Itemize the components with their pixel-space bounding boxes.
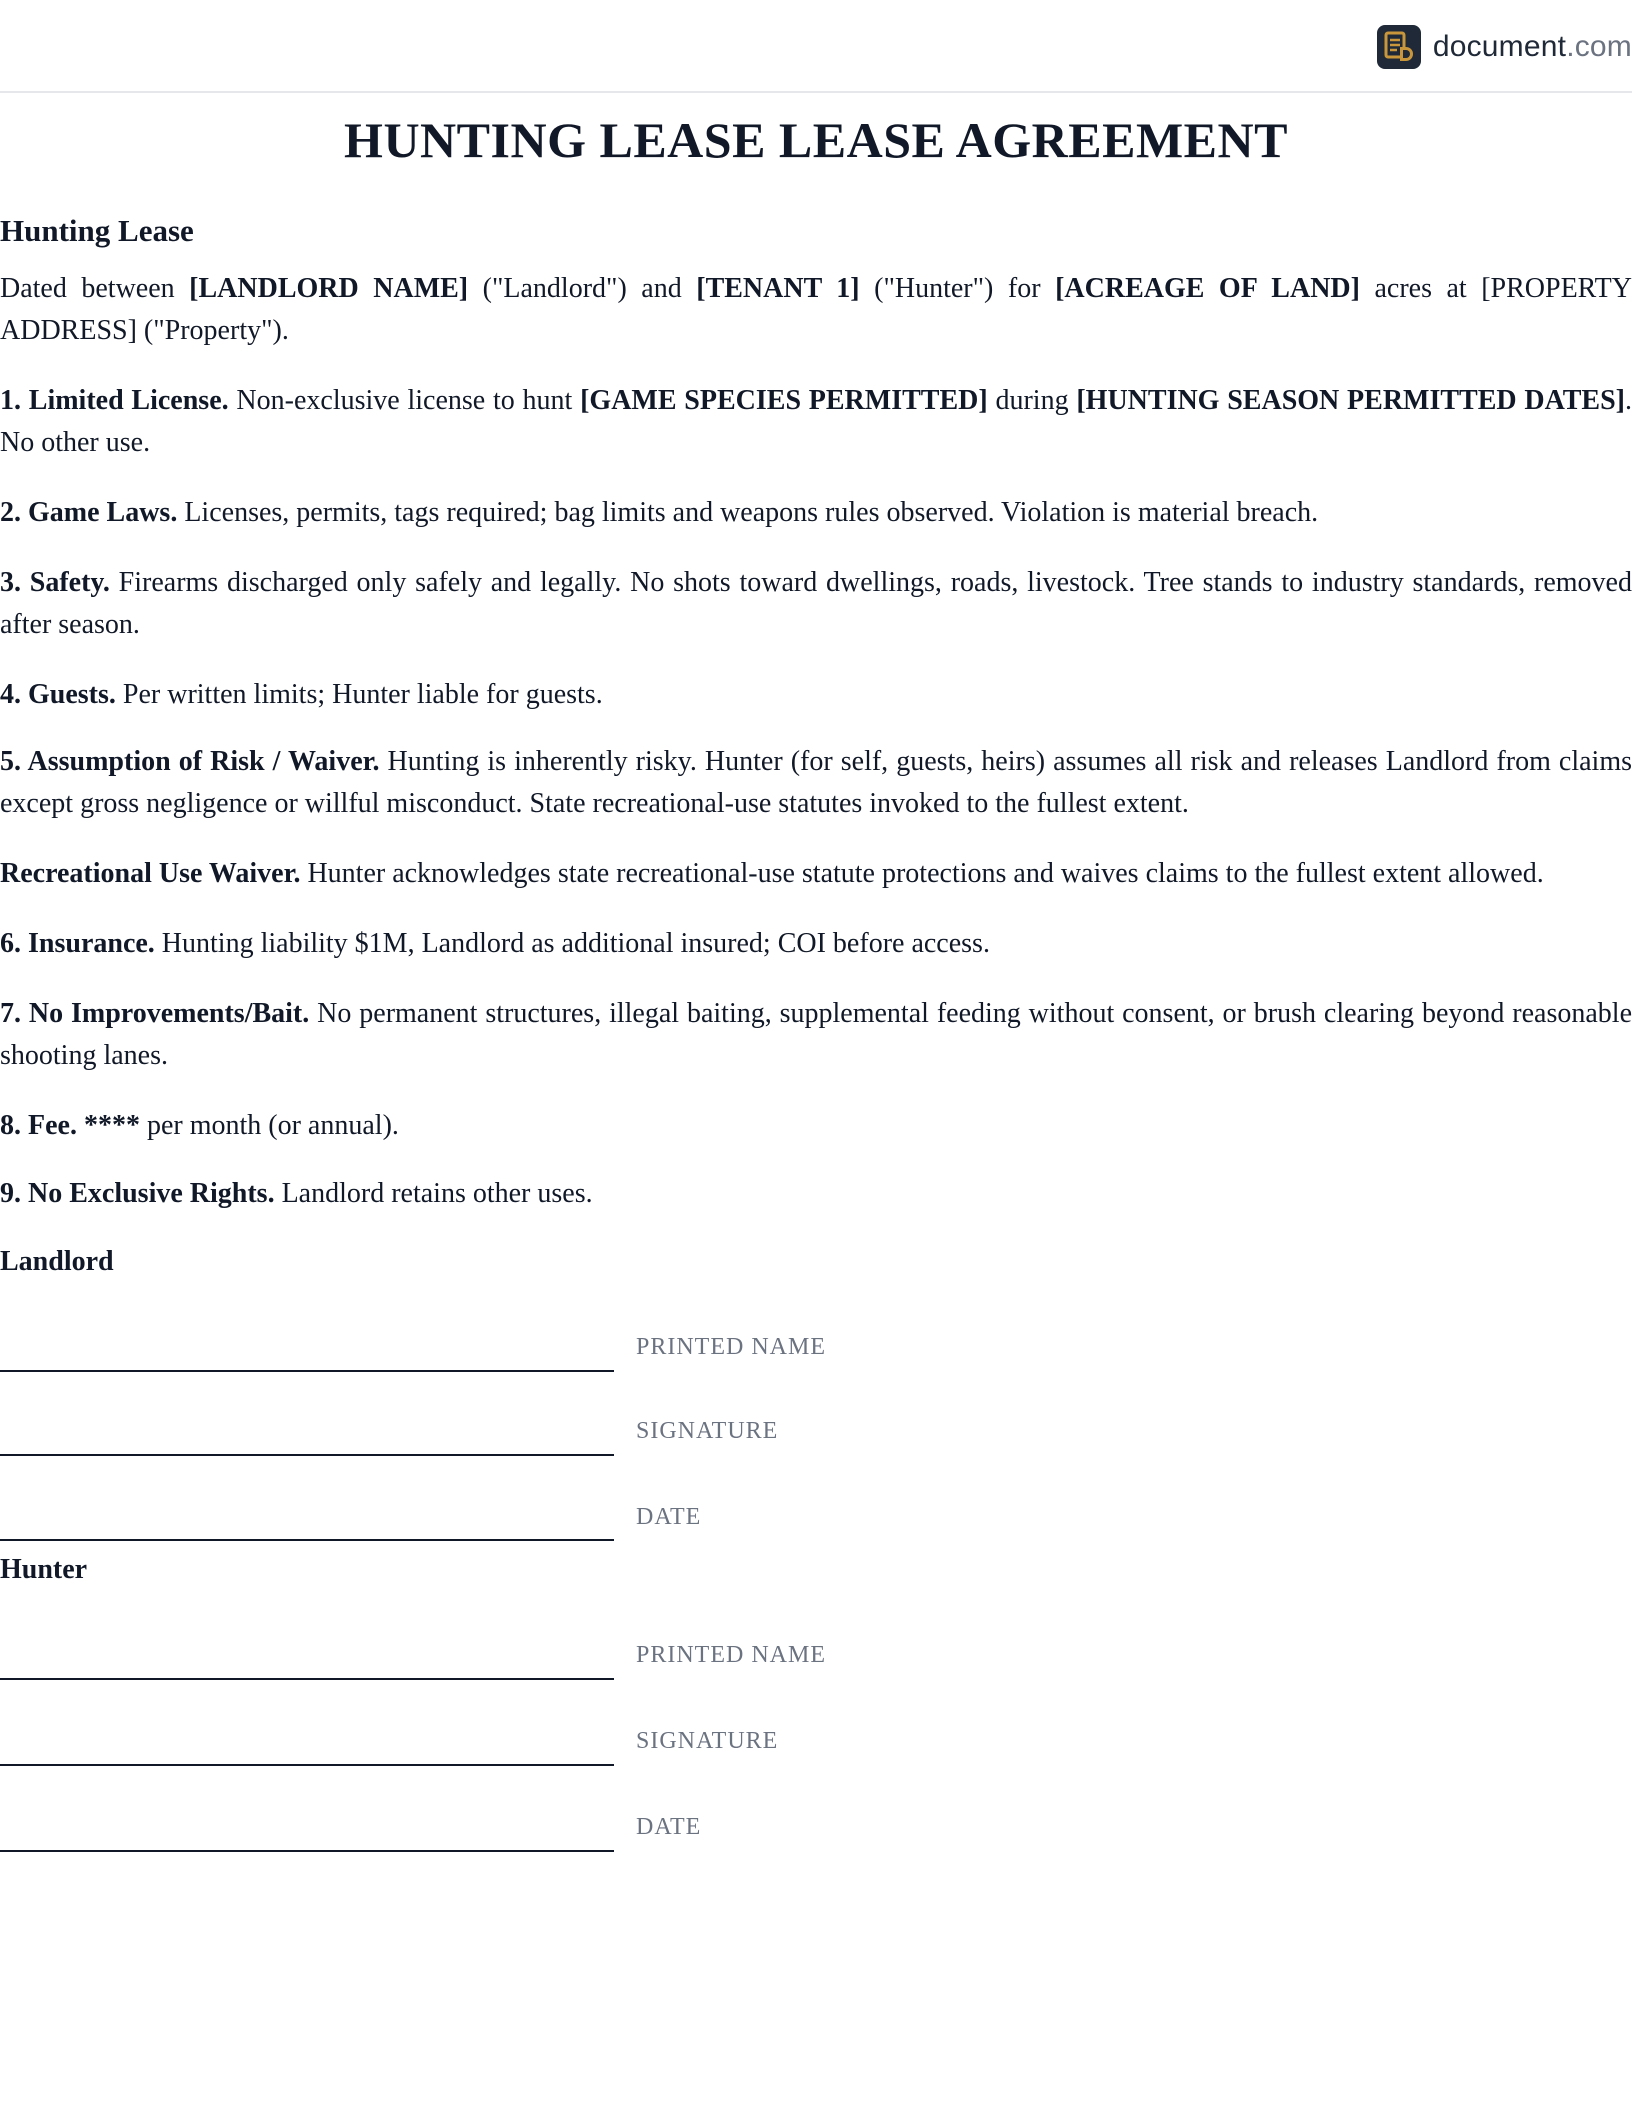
landlord-name-field: [LANDLORD NAME]	[189, 273, 469, 304]
landlord-printed-name-line[interactable]	[0, 1370, 614, 1372]
clause-recreational-use-waiver: Recreational Use Waiver. Hunter acknowledges state recreational-use statute protections and waives claims to the fullest extent allowed.	[0, 858, 1544, 889]
clause-game-laws: 2. Game Laws. Licenses, permits, tags required; bag limits and weapons rules observed. Violation is material breach.	[0, 497, 1319, 528]
landlord-date-label: DATE	[636, 1504, 702, 1530]
clause-guests: 4. Guests. Per written limits; Hunter liable for guests.	[0, 679, 603, 710]
section-heading-hunting-lease: Hunting Lease	[0, 213, 194, 248]
tenant-field: [TENANT 1]	[696, 273, 860, 304]
hunting-season-field: [HUNTING SEASON PERMITTED DATES]	[1076, 385, 1626, 416]
landlord-signature-label: SIGNATURE	[636, 1418, 779, 1444]
hunter-date-label: DATE	[636, 1814, 702, 1840]
landlord-signature-line[interactable]	[0, 1454, 614, 1456]
hunter-printed-name-line[interactable]	[0, 1678, 614, 1680]
landlord-signature-heading: Landlord	[0, 1246, 114, 1277]
clause-limited-license: 1. Limited License. Non-exclusive license to hunt [GAME SPECIES PERMITTED] during [HUNTING SEASON PERMITTED DATES]. No other use.	[0, 385, 1632, 458]
clause-safety: 3. Safety. Firearms discharged only safely and legally. No shots toward dwellings, roads, livestock. Tree stands to industry standards, removed after season.	[0, 567, 1632, 640]
hunter-printed-name-label: PRINTED NAME	[636, 1642, 826, 1668]
clause-no-improvements: 7. No Improvements/Bait. No permanent structures, illegal baiting, supplemental feeding without consent, or brush clearing beyond reasonable shooting lanes.	[0, 998, 1632, 1071]
clause-no-exclusive-rights: 9. No Exclusive Rights. Landlord retains other uses.	[0, 1178, 593, 1209]
clause-fee: 8. Fee. **** per month (or annual).	[0, 1110, 399, 1141]
landlord-date-line[interactable]	[0, 1539, 614, 1541]
clause-insurance: 6. Insurance. Hunting liability $1M, Landlord as additional insured; COI before access.	[0, 928, 990, 959]
document-logo-icon	[1377, 25, 1421, 69]
game-species-field: [GAME SPECIES PERMITTED]	[580, 385, 988, 416]
hunter-signature-heading: Hunter	[0, 1554, 88, 1585]
hunter-date-line[interactable]	[0, 1850, 614, 1852]
brand-logo[interactable]	[1377, 25, 1632, 69]
landlord-printed-name-label: PRINTED NAME	[636, 1334, 826, 1360]
page-header	[0, 0, 1632, 93]
document-title: HUNTING LEASE LEASE AGREEMENT	[344, 112, 1288, 168]
hunter-signature-label: SIGNATURE	[636, 1728, 779, 1754]
hunter-signature-line[interactable]	[0, 1764, 614, 1766]
acreage-field: [ACREAGE OF LAND]	[1055, 273, 1360, 304]
clause-assumption-of-risk: 5. Assumption of Risk / Waiver. Hunting is inherently risky. Hunter (for self, guests, heirs) assumes all risk and releases Landlord from claims except gross negligence or willful misconduct. State recreational-use statutes invoked to the fullest extent.	[0, 746, 1632, 819]
intro-paragraph: Dated between [LANDLORD NAME] ("Landlord") and [TENANT 1] ("Hunter") for [ACREAGE OF LAND] acres at [PROPERTY ADDRESS] ("Property").	[0, 273, 1632, 346]
brand-name: document.com	[1432, 30, 1632, 63]
